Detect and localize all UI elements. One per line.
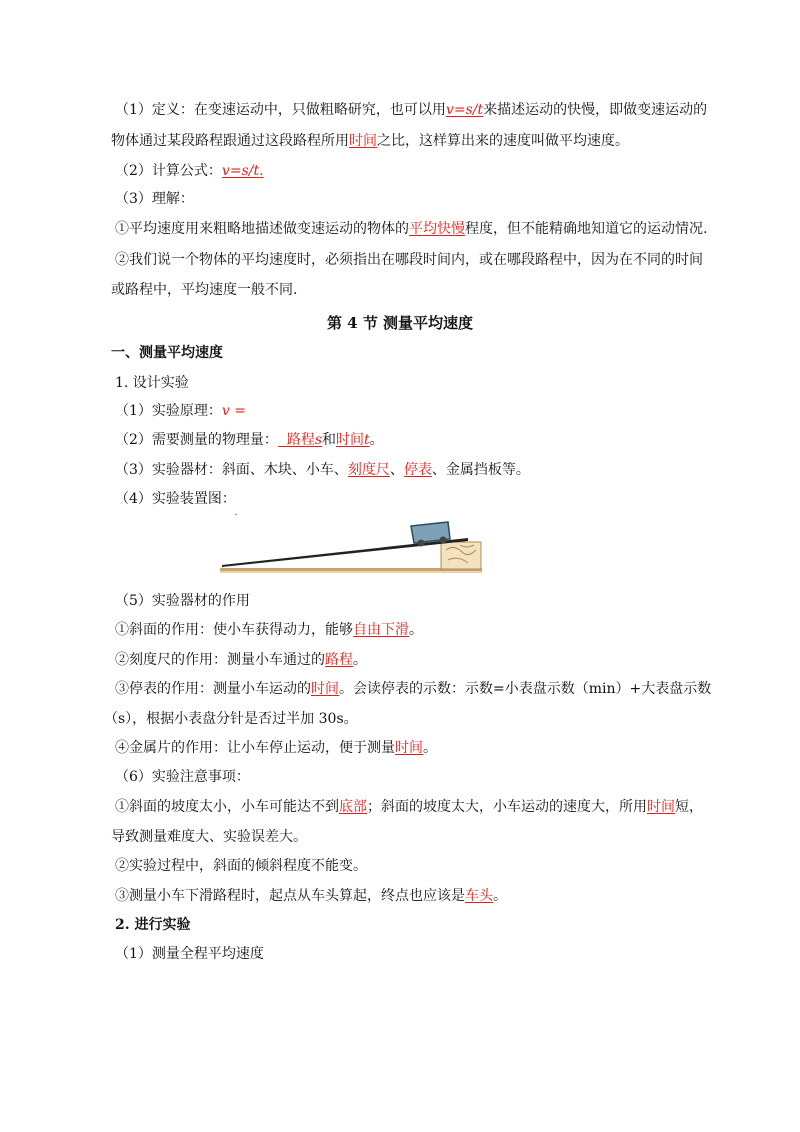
answer-blank: v = bbox=[221, 403, 247, 419]
understanding-point-2 bbox=[115, 250, 703, 270]
text: ②刻度尺的作用：测量小车通过的 bbox=[115, 652, 325, 668]
formula-line bbox=[115, 161, 264, 181]
definition-line-1 bbox=[115, 100, 707, 120]
text: . bbox=[259, 163, 264, 179]
text: 物体通过某段路程跟通过这段路程所用 bbox=[111, 133, 349, 149]
text: ③停表的作用：测量小车运动的 bbox=[115, 681, 311, 697]
notes-heading: （6）实验注意事项： bbox=[115, 769, 250, 785]
text: 或路程中，平均速度一般不同. bbox=[111, 282, 298, 298]
text: ①斜面的作用：使小车获得动力，能够 bbox=[115, 622, 353, 638]
answer-blank: 时间 bbox=[395, 740, 423, 756]
answer-blank: 路程 bbox=[277, 432, 315, 448]
text: 短， bbox=[675, 799, 703, 815]
incline-plane bbox=[222, 538, 468, 567]
text: 程度，但不能精确地知道它的运动情况. bbox=[465, 221, 708, 237]
section-title: 第 4 节 测量平均速度 bbox=[326, 314, 474, 332]
incline-setup-diagram bbox=[220, 512, 485, 578]
equipment-line bbox=[115, 460, 530, 480]
answer-blank: 刻度尺 bbox=[347, 462, 390, 478]
answer-blank: 时间 bbox=[647, 799, 675, 815]
text: 和 bbox=[322, 432, 337, 448]
text: 。 bbox=[409, 622, 423, 638]
cart-wheel bbox=[418, 540, 425, 547]
measure-full-average-speed: （1）测量全程平均速度 bbox=[115, 946, 264, 962]
text: ②我们说一个物体的平均速度时，必须指出在哪段时间内，或在哪段路程中，因为在不同的时间 bbox=[115, 252, 703, 268]
answer-blank: 时间 bbox=[349, 133, 377, 149]
text: 。 bbox=[423, 740, 437, 756]
role-ruler bbox=[115, 650, 367, 670]
text: 来描述运动的快慢，即做变速运动的 bbox=[483, 102, 708, 118]
marker bbox=[235, 514, 237, 515]
text: （3）实验器材：斜面、木块、小车、 bbox=[115, 462, 348, 478]
role-incline bbox=[115, 620, 423, 640]
answer-blank: 路程 bbox=[325, 652, 353, 668]
ground-shadow bbox=[220, 571, 482, 573]
principle-line bbox=[115, 401, 246, 421]
answer-blank: 平均快慢 bbox=[409, 221, 465, 237]
cart-wheel bbox=[440, 537, 447, 544]
text: ①平均速度用来粗略地描述做变速运动的物体的 bbox=[115, 221, 409, 237]
text: 。 bbox=[369, 432, 384, 448]
text: （3）理解： bbox=[115, 191, 194, 207]
setup-diagram-heading: （4）实验装置图： bbox=[115, 491, 236, 507]
text: 之比，这样算出来的速度叫做平均速度。 bbox=[377, 133, 629, 149]
text: 。 bbox=[493, 888, 507, 904]
equipment-roles-heading: （5）实验器材的作用 bbox=[115, 593, 250, 609]
text: （1）定义：在变速运动中，只做粗略研究，也可以用 bbox=[115, 102, 446, 118]
definition-line-2 bbox=[111, 131, 629, 151]
answer-blank: s bbox=[314, 432, 323, 448]
heading-1: 一、测量平均速度 bbox=[111, 345, 223, 361]
answer-blank: 车头 bbox=[465, 888, 493, 904]
text: ；斜面的坡度太大，小车运动的速度大，所用 bbox=[367, 799, 647, 815]
text: ④金属片的作用：让小车停止运动，便于测量 bbox=[115, 740, 395, 756]
answer-blank: v=s/t bbox=[221, 163, 260, 179]
text: 。会读停表的示数：示数=小表盘示数（min）+大表盘示数 bbox=[339, 681, 712, 697]
note-3 bbox=[115, 886, 507, 906]
understanding-point-1 bbox=[115, 219, 707, 239]
text: ①斜面的坡度太小，小车可能达不到 bbox=[115, 799, 339, 815]
text: 、 bbox=[389, 462, 404, 478]
quantities-line bbox=[115, 430, 384, 450]
answer-blank: 底部 bbox=[339, 799, 367, 815]
text: ③测量小车下滑路程时，起点从车头算起，终点也应该是 bbox=[115, 888, 465, 904]
role-metal-plate bbox=[115, 738, 437, 758]
answer-blank: 自由下滑 bbox=[353, 622, 409, 638]
answer-blank: 时间 bbox=[336, 432, 365, 448]
understanding-heading bbox=[115, 189, 194, 209]
note-1-cont: 导致测量难度大、实验误差大。 bbox=[111, 829, 307, 845]
understanding-point-2-cont bbox=[111, 280, 297, 300]
text: 、金属挡板等。 bbox=[431, 462, 530, 478]
subheading-experiment: 2. 进行实验 bbox=[115, 917, 191, 933]
text: 。 bbox=[353, 652, 367, 668]
note-2: ②实验过程中，斜面的倾斜程度不能变。 bbox=[115, 858, 367, 874]
subheading-design: 1. 设计实验 bbox=[115, 375, 189, 391]
answer-blank: t bbox=[364, 432, 370, 448]
answer-blank: 停表 bbox=[403, 462, 432, 478]
role-stopwatch-cont bbox=[104, 709, 358, 729]
role-stopwatch bbox=[115, 679, 711, 699]
text: （s），根据小表盘分针是否过半加 30s。 bbox=[104, 711, 358, 727]
note-1 bbox=[115, 797, 703, 817]
text: （2）需要测量的物理量： bbox=[115, 432, 278, 448]
text: （1）实验原理： bbox=[115, 403, 222, 419]
answer-blank: v=s/t bbox=[445, 102, 484, 118]
answer-blank: 时间 bbox=[311, 681, 339, 697]
text: （2）计算公式： bbox=[115, 163, 222, 179]
